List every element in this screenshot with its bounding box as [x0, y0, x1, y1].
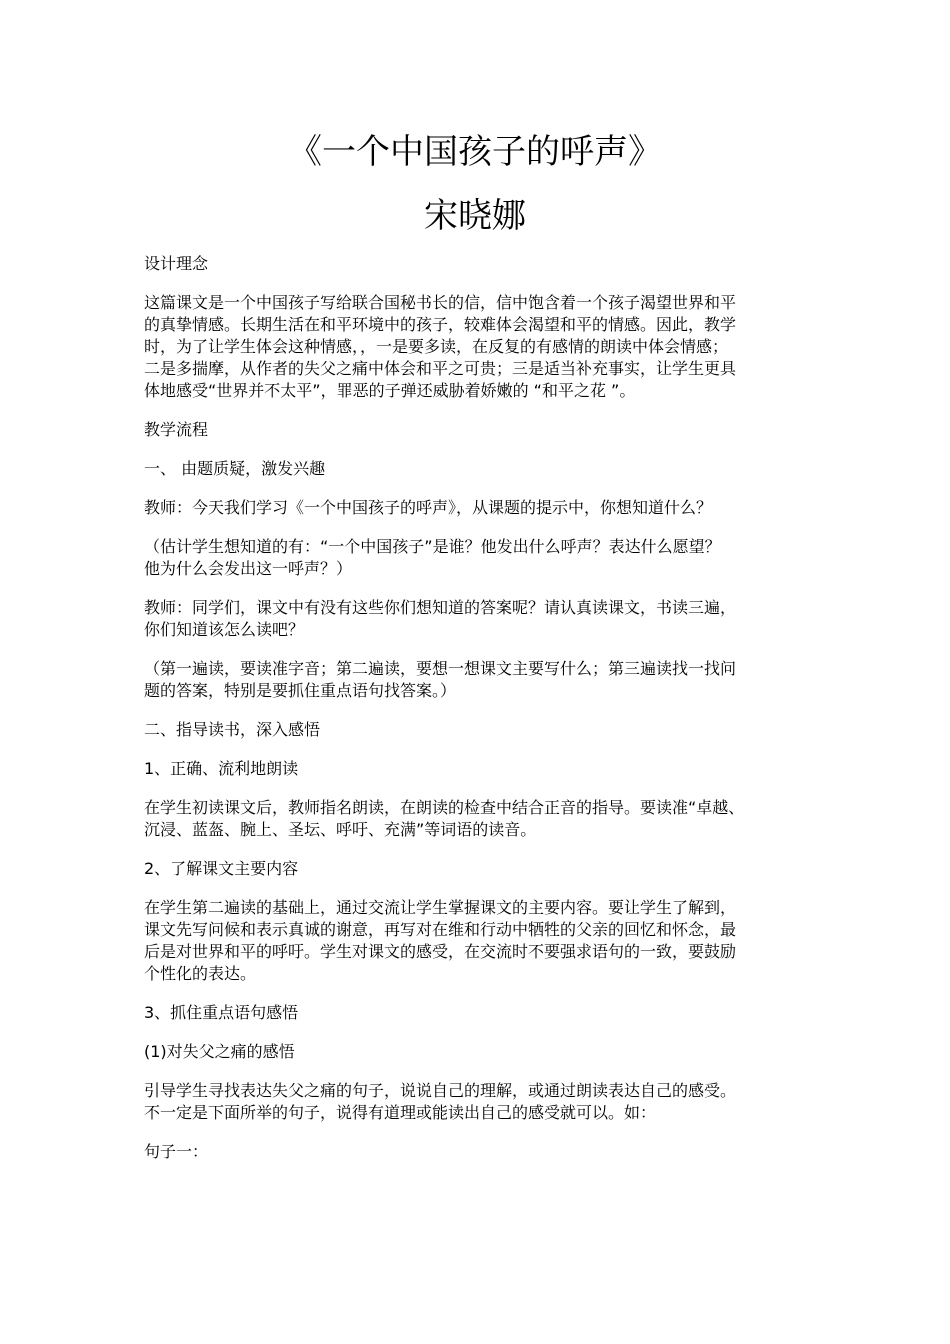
text-line: 3、抓住重点语句感悟 — [144, 1003, 299, 1022]
text-line: 教师：同学们，课文中有没有这些你们想知道的答案呢？请认真读课文，书读三遍， — [144, 598, 737, 617]
paragraph — [144, 758, 809, 780]
text-line: 的真挚情感。长期生活在和平环境中的孩子，较难体会渴望和平的情感。因此，教学 — [144, 315, 737, 334]
text-line: 他为什么会发出这一呼声？） — [144, 559, 353, 578]
paragraph — [144, 253, 809, 275]
text-line: 后是对世界和平的呼吁。学生对课文的感受，在交流时不要强求语句的一致，要鼓励 — [144, 942, 737, 961]
paragraph — [144, 597, 809, 641]
paragraph — [144, 497, 809, 519]
paragraph — [144, 1041, 809, 1063]
document-title: 《一个中国孩子的呼声》 — [288, 132, 662, 172]
text-line: 沉浸、蓝盔、腕上、圣坛、呼吁、充满”等词语的读音。 — [144, 820, 537, 839]
paragraph — [144, 797, 809, 841]
paragraph — [144, 658, 809, 702]
text-line: 1、正确、流利地朗读 — [144, 759, 299, 778]
text-line: 2、了解课文主要内容 — [144, 859, 299, 878]
text-line: 引导学生寻找表达失父之痛的句子，说说自己的理解，或通过朗读表达自己的感受。 — [144, 1081, 737, 1100]
text-line: (1)对失父之痛的感悟 — [144, 1042, 295, 1061]
paragraph — [144, 1141, 809, 1163]
text-line: 二是多揣摩，从作者的失父之痛中体会和平之可贵；三是适当补充事实，让学生更具 — [144, 359, 737, 378]
text-line: 体地感受“世界并不太平”，罪恶的子弹还威胁着娇嫩的 “和平之花 ”。 — [144, 381, 636, 400]
paragraph — [144, 458, 809, 480]
text-line: 在学生初读课文后，教师指名朗读，在朗读的检查中结合正音的指导。要读准“卓越、 — [144, 798, 745, 817]
paragraph — [144, 1080, 809, 1124]
text-line: 教师：今天我们学习《一个中国孩子的呼声》，从课题的提示中，你想知道什么？ — [144, 498, 713, 517]
paragraph — [144, 719, 809, 741]
paragraph — [144, 419, 809, 441]
text-line: 二、指导读书，深入感悟 — [144, 720, 321, 739]
text-line: （估计学生想知道的有：“一个中国孩子”是谁？他发出什么呼声？表达什么愿望？ — [144, 537, 721, 556]
text-line: 题的答案，特别是要抓住重点语句找答案。） — [144, 681, 457, 700]
text-line: 课文先写问候和表示真诚的谢意，再写对在维和行动中牺牲的父亲的回忆和怀念，最 — [144, 920, 737, 939]
text-line: 这篇课文是一个中国孩子写给联合国秘书长的信，信中饱含着一个孩子渴望世界和平 — [144, 293, 737, 312]
document-author: 宋晓娜 — [424, 196, 526, 236]
text-line: 一、 由题质疑，激发兴趣 — [144, 459, 326, 478]
paragraph — [144, 897, 809, 985]
paragraph — [144, 1002, 809, 1024]
text-line: 句子一： — [144, 1142, 209, 1161]
text-line: 时，为了让学生体会这种情感，，一是要多读，在反复的有感情的朗读中体会情感； — [144, 337, 729, 356]
paragraph — [144, 858, 809, 880]
paragraph — [144, 292, 809, 402]
text-line: 设计理念 — [144, 254, 209, 273]
paragraph — [144, 536, 809, 580]
text-line: 个性化的表达。 — [144, 964, 257, 983]
text-line: 你们知道该怎么读吧？ — [144, 620, 305, 639]
text-line: 教学流程 — [144, 420, 209, 439]
document-body — [144, 253, 809, 1180]
text-line: （第一遍读，要读准字音；第二遍读，要想一想课文主要写什么；第三遍读找一找问 — [144, 659, 737, 678]
text-line: 不一定是下面所举的句子，说得有道理或能读出自己的感受就可以。如： — [144, 1103, 657, 1122]
text-line: 在学生第二遍读的基础上，通过交流让学生掌握课文的主要内容。要让学生了解到， — [144, 898, 737, 917]
